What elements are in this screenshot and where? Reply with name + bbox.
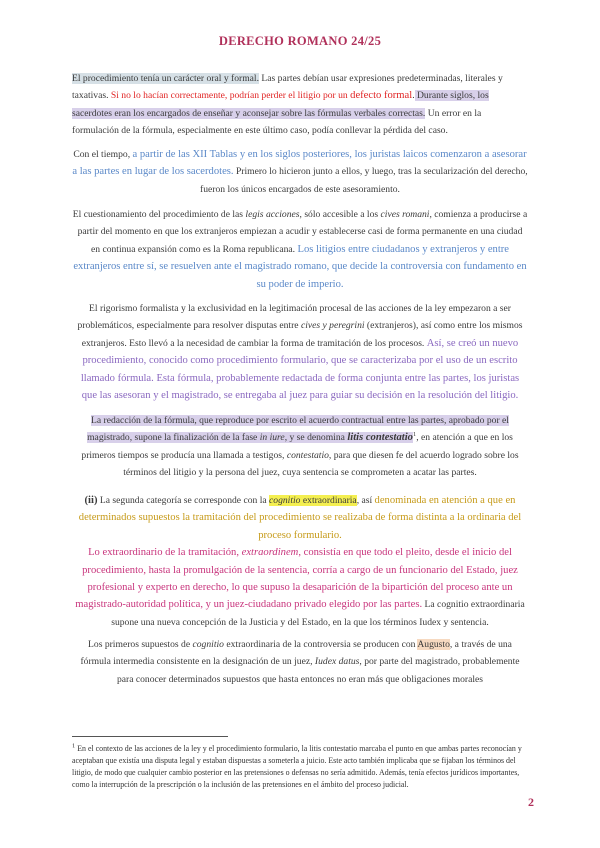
text-segment: Las partes debían usar expresiones predeterminadas, literales y taxativas. (72, 73, 503, 102)
text-segment: , sólo accesible a los (299, 209, 381, 220)
highlight-in-iure: in iure (259, 432, 285, 444)
footnote-ref[interactable]: 1 (412, 431, 417, 439)
text-segment: . (412, 90, 415, 102)
text-blue-litigios: Los litigios entre ciudadanos y extranjeros y entre extranjeros entre sí, se resuelven ante el magistrado romano, que decide la controversia con fundamento en su poder de imperio. (73, 243, 527, 290)
text-segment: El rigorismo formalista y la exclusividad en la legitimación procesal de las acciones de la ley empezaron a ser problemáticos, especialmente para resolver disputas entre (77, 303, 511, 332)
text-segment: , en atención a que en los primeros tiempos se producía una llamada a testigos, (81, 432, 513, 461)
text-segment: Un error en la formulación de la fórmula, especialmente en este último caso, podía conllevar la pérdida del caso. (72, 107, 482, 137)
text-defect-formal: defecto formal (350, 90, 413, 102)
highlight-litis-contestatio: litis contestatio (347, 432, 413, 444)
highlight-augusto: Augusto (417, 639, 450, 650)
text-segment: El cuestionamiento del procedimiento de las (72, 209, 246, 220)
text-pink-process: , consistía en que todo el pleito, desde el inicio del procedimiento, hasta la promulgación de la sentencia, corría a cargo de un funcionario del Estado, juez profesional y experto en derecho, lo que supuso la desaparición de la bipartición del proceso ante un magistrado-autoridad política, y un juez-ciudadano privado elegido por las partes. (75, 547, 518, 611)
footnote-number: 1 (72, 742, 76, 750)
paragraph-formulary-procedure (72, 300, 528, 404)
text-italic: cognitio (192, 639, 224, 650)
text-segment: , así (356, 495, 375, 506)
highlight-extraordinaria: extraordinaria (300, 495, 357, 506)
highlight-priests: Durante siglos, los sacerdotes eran los encargados de enseñar y aconsejar sobre las fórmulas verbales correctas. (72, 90, 489, 119)
text-segment: , comienza a producirse a partir del momento en que los extranjeros empiezan a acudir y establecerse casi de forma permanente en una ciudad en continua expansión como es la Roma republicana. (77, 209, 528, 255)
footnote (72, 743, 528, 791)
highlight-denomina: , y se denomina (284, 432, 348, 444)
text-pink-extraordinary: Lo extraordinario de la tramitación, (88, 547, 242, 559)
text-gold-denominada: denominada en atención a que en determinados supuestos la tramitación del procedimiento se realizaba de forma distinta a la ordinaria del proceso formulario. (78, 495, 522, 541)
text-blue-jurists: a partir de las XII Tablas y en los siglos posteriores, los juristas laicos comenzaron a asesorar a las partes en lugar de los sacerdotes. (72, 149, 527, 178)
highlight-cognitio: cognitio (269, 495, 301, 506)
text-segment: , a través de una fórmula intermedia consistente en la designación de un juez, (80, 639, 512, 668)
text-italic: contestatio (286, 449, 329, 461)
text-italic: legis acciones (245, 209, 300, 220)
text-pink-extraordinem: extraordinem (241, 547, 299, 559)
text-segment: La segunda categoría se corresponde con la (97, 495, 270, 506)
text-italic: cives y peregrini (300, 320, 365, 332)
paragraph-litis-contestatio (72, 412, 528, 482)
text-segment: , para que diesen fe del acuerdo logrado sobre los términos del litigio y la persona del juez, cuya sentencia se comprometen a acatar las partes. (123, 449, 519, 479)
highlight-oral-formal: El procedimiento tenía un carácter oral y formal. (72, 73, 259, 84)
paragraph-lay-jurists (72, 146, 528, 198)
text-segment: Primero lo hicieron junto a ellos, y luego, tras la secularización del derecho, fueron los únicos encargados de este asesoramiento. (200, 166, 528, 195)
page-number: 2 (528, 795, 534, 809)
text-italic: Iudex datus (314, 656, 360, 668)
paragraph-oral-procedure (72, 70, 528, 140)
text-purple-new-procedure: Así, se creó un nuevo procedimiento, conocido como procedimiento formulario, que se caracterizaba por el uso de un escrito llamado fórmula. (80, 337, 519, 384)
paragraph-augusto (72, 636, 528, 688)
text-segment: extraordinaria de la controversia se producen con (223, 639, 418, 650)
text-red-segment: Si no lo hacían correctamente, podrían perder el litigio por un (108, 90, 351, 102)
text-segment: (extranjeros), así como entre los mismos extranjeros. Esto llevó a la necesidad de cambiar la forma de tramitación de los procesos. (81, 320, 523, 349)
text-segment: Los primeros supuestos de (88, 639, 193, 650)
text-segment: La cognitio extraordinaria supone una nueva concepción de la Justicia y del Estado, en la que los términos Iudex y sentencia. (111, 599, 525, 628)
text-segment: , por parte del magistrado, probablemente para conocer determinados supuestos que hasta entonces no eran más que obligaciones morales (116, 656, 520, 685)
text-italic: cives romani (380, 209, 430, 220)
footnote-text: En el contexto de las acciones de la ley y el procedimiento formulario, la litis contestatio marcaba el punto en que ambas partes reconocían y aceptaban que existía una disputa legal y estaban dispuestas a someterla a juicio. Este acto también implicaba que se fijaban los términos del litigio, de modo que cualquier cambio posterior en las pretensiones o defensas no sería admitido. Además, tenía efectos jurídicos importantes, como la interrupción de la prescripción o la inclusión de las pretensiones en el ámbito del proceso judicial. (72, 744, 522, 789)
page-title: DERECHO ROMANO 24/25 (218, 34, 382, 48)
text-segment: Con el tiempo, (73, 149, 133, 160)
list-marker-ii: (ii) (84, 495, 98, 506)
footnote-divider (72, 736, 228, 737)
paragraph-legis-acciones (72, 206, 528, 293)
highlight-formula-redaction: La redacción de la fórmula, que reproduce por escrito el acuerdo contractual entre las partes, aprobado por el magistrado, supone la finalización de la fase (87, 415, 509, 444)
text-purple-formula: Esta fórmula, probablemente redactada de forma conjunta entre las partes, los juristas que las asesoran y el magistrado, se entregaba al juez para guiar su decisión en la resolución del litigio. (81, 372, 520, 402)
paragraph-cognitio-extraordinaria (72, 492, 528, 631)
